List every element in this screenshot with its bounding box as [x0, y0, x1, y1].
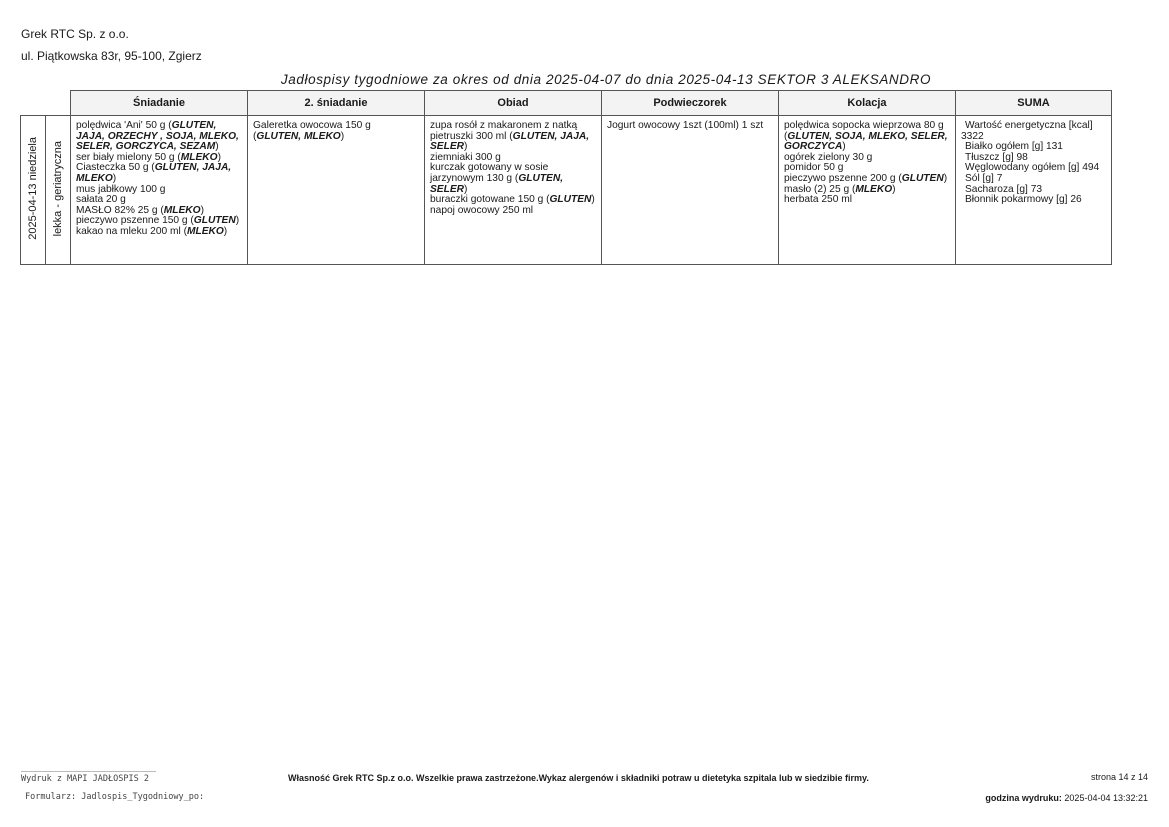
- meal-item-text: ): [200, 204, 204, 216]
- meal-item-text: masło (2) 25 g (: [784, 183, 856, 195]
- meal-item-text: ): [463, 183, 468, 195]
- meal-item: [253, 121, 419, 142]
- meal-item-text: ): [591, 194, 595, 206]
- header-blank: [21, 91, 46, 116]
- header-blank: [46, 91, 71, 116]
- meal-item-text: pomidor 50 g: [784, 162, 844, 174]
- nutrient-line: Sól [g] 7: [965, 172, 1003, 184]
- allergen-list: MLEKO: [186, 225, 224, 237]
- column-header-obiad: Obiad: [425, 91, 602, 116]
- column-header-suma: SUMA: [956, 91, 1112, 116]
- print-source: Wydruk z MAPI JADŁOSPIS 2: [21, 774, 149, 784]
- meal-item: [430, 206, 596, 217]
- meal-cell-obiad: [425, 116, 602, 265]
- allergen-list: GLUTEN, SOJA, MLEKO, SELER, GORCZYCA: [784, 130, 948, 153]
- allergen-list: GLUTEN, MLEKO: [256, 130, 341, 142]
- allergen-list: MLEKO: [855, 183, 893, 195]
- allergen-list: MLEKO: [180, 151, 218, 163]
- meal-item-text: ): [223, 225, 228, 237]
- allergen-list: GLUTEN, JAJA, MLEKO: [76, 162, 232, 184]
- allergen-list: GLUTEN, JAJA, SELER: [430, 130, 590, 153]
- meal-item-text: herbata 250 ml: [784, 194, 852, 206]
- meal-item: [430, 163, 596, 195]
- meal-item-text: MASŁO 82% 25 g (: [76, 204, 164, 216]
- table-row: [21, 116, 1112, 265]
- column-header-sniadanie: Śniadanie: [71, 91, 248, 116]
- page-number: strona 14 z 14: [1090, 772, 1148, 782]
- column-header-podwieczorek: Podwieczorek: [602, 91, 779, 116]
- allergen-list: GLUTEN, SELER: [430, 172, 564, 195]
- meal-item-text: ): [235, 215, 240, 227]
- meal-cell-podwieczorek: [602, 116, 779, 265]
- meal-item-text: kakao na mleku 200 ml (: [76, 225, 187, 237]
- company-address: ul. Piątkowska 83r, 95-100, Zgierz: [21, 49, 202, 63]
- diet-cell: [46, 116, 71, 265]
- meal-item-text: ): [340, 130, 345, 142]
- meal-item-text: Galeretka owocowa 150 g (: [253, 120, 371, 142]
- meal-item: [784, 195, 950, 206]
- meal-item-text: polędwica sopocka wieprzowa 80 g (: [784, 120, 944, 142]
- meal-item: [607, 121, 773, 132]
- nutrient-line: Sacharoza [g] 73: [965, 183, 1043, 195]
- meal-item-text: Jogurt owocowy 1szt (100ml) 1 szt: [607, 120, 764, 131]
- company-name: Grek RTC Sp. z o.o.: [21, 27, 129, 41]
- print-source-footer: [21, 771, 204, 802]
- allergen-list: GLUTEN: [901, 172, 944, 184]
- meal-item: [430, 121, 596, 153]
- print-time-label: godzina wydruku:: [985, 793, 1062, 803]
- print-time: [985, 793, 1148, 803]
- menu-table: [20, 90, 1112, 265]
- meal-cell-kolacja: [779, 116, 956, 265]
- company-header: [21, 23, 202, 67]
- meal-item: [76, 163, 242, 184]
- print-time-value: 2025-04-04 13:32:21: [1064, 793, 1148, 803]
- page-title: Jadłospisy tygodniowe za okres od dnia 2025-04-07 do dnia 2025-04-13 SEKTOR 3 ALEKSANDRO: [280, 72, 932, 87]
- meal-item-text: pieczywo pszenne 150 g (: [76, 215, 194, 227]
- meal-item-text: sałata 20 g: [76, 194, 126, 206]
- meal-item-text: ): [892, 183, 896, 195]
- diet-type: lekka - geriatryczna: [51, 140, 64, 236]
- meal-item-text: kurczak gotowany w sosie jarzynowym 130 g (: [430, 162, 549, 184]
- meal-item: [76, 227, 242, 238]
- suma-cell: [956, 116, 1112, 265]
- nutrient-line: Błonnik pokarmowy [g] 26: [965, 194, 1082, 206]
- allergen-list: GLUTEN: [193, 215, 236, 227]
- meal-item-text: ): [943, 172, 948, 184]
- column-header-drugie-sniadanie: 2. śniadanie: [248, 91, 425, 116]
- meal-item: [784, 121, 950, 153]
- meal-item-text: napoj owocowy 250 ml: [430, 204, 534, 216]
- ownership-notice: Własność Grek RTC Sp.z o.o. Wszelkie prawa zastrzeżone.Wykaz alergenów i składniki potraw u dietetyka szpitala lub w siedzibie firmy.: [288, 773, 869, 783]
- meal-item-text: ): [463, 141, 468, 153]
- meal-item-text: mus jabłkowy 100 g: [76, 183, 166, 195]
- meal-item: [76, 121, 242, 153]
- column-header-kolacja: Kolacja: [779, 91, 956, 116]
- energy-value: 3322: [961, 130, 984, 142]
- meal-cell-drugie-sniadanie: [248, 116, 425, 265]
- meal-item-text: ziemniaki 300 g: [430, 151, 501, 163]
- allergen-list: GLUTEN, JAJA, ORZECHY , SOJA, MLEKO, SELER, GORCZYCA, SEZAM: [76, 120, 239, 153]
- footer-divider: [21, 771, 156, 772]
- meal-item-text: ): [842, 141, 846, 153]
- allergen-list: GLUTEN: [549, 194, 592, 206]
- meal-item-text: ): [215, 141, 219, 153]
- meal-item-text: buraczki gotowane 150 g (: [430, 194, 550, 206]
- meal-item-text: ): [217, 151, 221, 163]
- meal-item-text: Ciasteczka 50 g (: [76, 162, 155, 174]
- nutrient-line: Tłuszcz [g] 98: [965, 151, 1028, 163]
- meal-item-text: ser biały mielony 50 g (: [76, 151, 181, 163]
- allergen-list: MLEKO: [163, 204, 201, 216]
- meal-item-text: ): [112, 172, 117, 184]
- meal-item-text: polędwica 'Ani' 50 g (: [76, 120, 172, 131]
- meal-item-text: zupa rosół z makaronem z natką pietruszki 300 ml (: [430, 120, 578, 142]
- day-date: 2025-04-13 niedziela: [26, 136, 39, 240]
- meal-item-text: ogórek zielony 30 g: [784, 151, 873, 163]
- form-name: Formularz: Jadlospis_Tygodniowy_po:: [25, 792, 205, 802]
- date-cell: [21, 116, 46, 265]
- nutrient-line: Białko ogółem [g] 131: [965, 141, 1063, 153]
- meal-item-text: pieczywo pszenne 200 g (: [784, 172, 902, 184]
- meal-cell-sniadanie: [71, 116, 248, 265]
- energy-label: Wartość energetyczna [kcal]: [965, 120, 1093, 131]
- nutrient-line: Węglowodany ogółem [g] 494: [965, 162, 1100, 174]
- table-header-row: [21, 91, 1112, 116]
